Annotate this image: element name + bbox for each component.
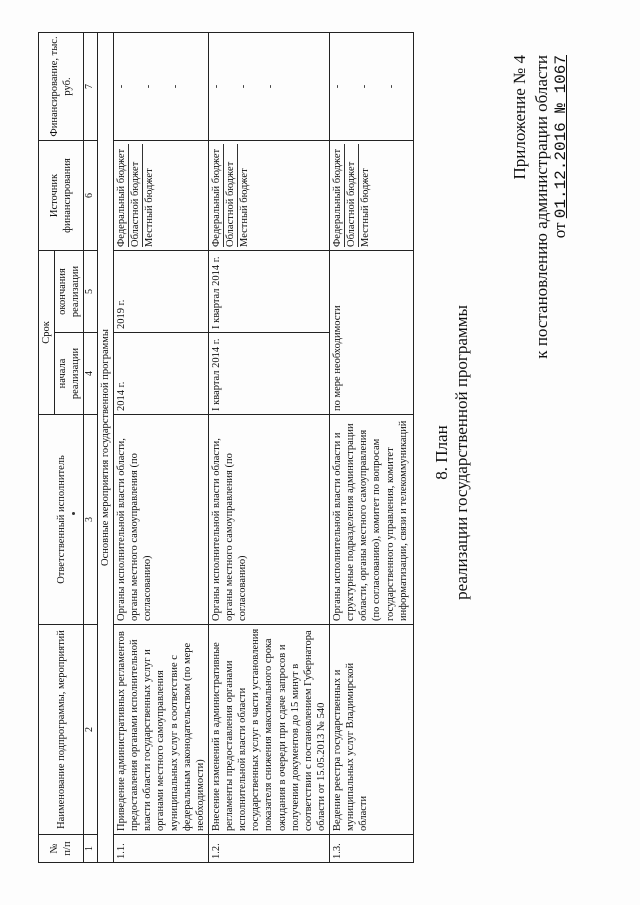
appendix-label: Приложение № 4 bbox=[510, 55, 529, 180]
plan-title: 8. План bbox=[432, 425, 451, 480]
col-number: 5 bbox=[84, 250, 98, 332]
financing-item: - bbox=[210, 84, 222, 89]
row-name: Внесение изменений в административные регламенты предоставления органами исполнительной власти области государственных услуг в части установления показателя снижения максимального срока ожидания в очереди при сдаче запросов и получении документов до 15 минут в соответствии с постановлением Губернатора области от 15.05.2013 № 540 bbox=[208, 625, 329, 835]
col-num-header: № п/п bbox=[39, 835, 84, 863]
source-item: Областной бюджет bbox=[224, 144, 238, 247]
financing-item: - bbox=[332, 84, 343, 89]
plan-table bbox=[38, 32, 414, 863]
source-item: Областной бюджет bbox=[129, 144, 143, 247]
col-name-header: Наименование подпрограммы, мероприятий bbox=[39, 625, 84, 835]
source-item: Местный бюджет bbox=[360, 168, 372, 247]
col-term-start-header: начала реализации bbox=[55, 333, 84, 415]
row-executor: Органы исполнительной власти области, органы местного самоуправления (по согласованию) bbox=[114, 415, 209, 625]
financing-item: - bbox=[386, 84, 397, 89]
row-executor: Органы исполнительной власти области и структурные подразделения администрации области, органы местного самоуправления (по согласованию), комитет по вопросам государственного управления, комитет информатизации, связи и телекоммуникаций bbox=[330, 415, 414, 625]
col-term-end-header: окончания реализации bbox=[55, 250, 84, 332]
row-start: I квартал 2014 г. bbox=[208, 333, 329, 415]
row-term-merged: по мере необходимости bbox=[330, 250, 414, 414]
section-title: Основные мероприятия государственной программы bbox=[97, 32, 113, 862]
source-item: Федеральный бюджет bbox=[115, 144, 129, 247]
row-financing bbox=[330, 32, 414, 140]
col-number: 1 bbox=[84, 835, 98, 863]
col-source-header: Источник финансирования bbox=[39, 140, 84, 250]
row-end: 2019 г. bbox=[114, 250, 209, 332]
row-end: I квартал 2014 г. bbox=[208, 250, 329, 332]
row-sources bbox=[330, 140, 414, 250]
financing-item: - bbox=[237, 84, 249, 89]
col-number: 3 bbox=[84, 415, 98, 625]
financing-item: - bbox=[359, 84, 370, 89]
table-row bbox=[208, 32, 329, 862]
financing-item: - bbox=[116, 84, 127, 89]
row-sources bbox=[208, 140, 329, 250]
row-sources bbox=[114, 140, 209, 250]
scan-speck bbox=[72, 512, 75, 515]
plan-subtitle: реализации государственной программы bbox=[452, 305, 471, 600]
row-start: 2014 г. bbox=[114, 333, 209, 415]
source-item: Областной бюджет bbox=[345, 144, 359, 247]
row-name: Приведение административных регламентов предоставления органами исполнительной власти области государственных услуг и органами местного самоуправления муниципальных услуг в соответствие с федеральным законодательством (по мере необходимости) bbox=[114, 625, 209, 835]
financing-item: - bbox=[143, 84, 154, 89]
column-number-row bbox=[84, 32, 98, 862]
date-prefix: от bbox=[550, 222, 569, 239]
decree-label: к постановлению администрации области bbox=[532, 55, 551, 359]
date-value: 01.12.2016 № 1067 bbox=[552, 55, 570, 219]
row-num: 1.2. bbox=[208, 835, 329, 863]
row-name: Ведение реестра государственных и муниципальных услуг Владимирской области bbox=[330, 625, 414, 835]
source-item: Федеральный бюджет bbox=[210, 144, 224, 247]
table-row bbox=[330, 32, 414, 862]
row-financing bbox=[114, 32, 209, 140]
row-num: 1.3. bbox=[330, 835, 414, 863]
financing-item: - bbox=[170, 84, 181, 89]
col-number: 4 bbox=[84, 333, 98, 415]
col-number: 2 bbox=[84, 625, 98, 835]
col-executor-header: Ответственный исполнитель bbox=[39, 415, 84, 625]
source-item: Местный бюджет bbox=[144, 168, 156, 247]
section-row bbox=[97, 32, 113, 862]
row-financing bbox=[208, 32, 329, 140]
col-number: 6 bbox=[84, 140, 98, 250]
row-num: 1.1. bbox=[114, 835, 209, 863]
row-executor: Органы исполнительной власти области, органы местного самоуправления (по согласованию) bbox=[208, 415, 329, 625]
table-row bbox=[114, 32, 209, 862]
col-financing-header: Финансирование, тыс. руб. bbox=[39, 32, 84, 140]
col-number: 7 bbox=[84, 32, 98, 140]
source-item: Федеральный бюджет bbox=[331, 144, 345, 247]
decree-date bbox=[550, 55, 570, 238]
header-row bbox=[39, 32, 55, 862]
col-term-header: Срок bbox=[39, 250, 55, 414]
financing-item: - bbox=[264, 84, 276, 89]
source-item: Местный бюджет bbox=[239, 168, 251, 247]
